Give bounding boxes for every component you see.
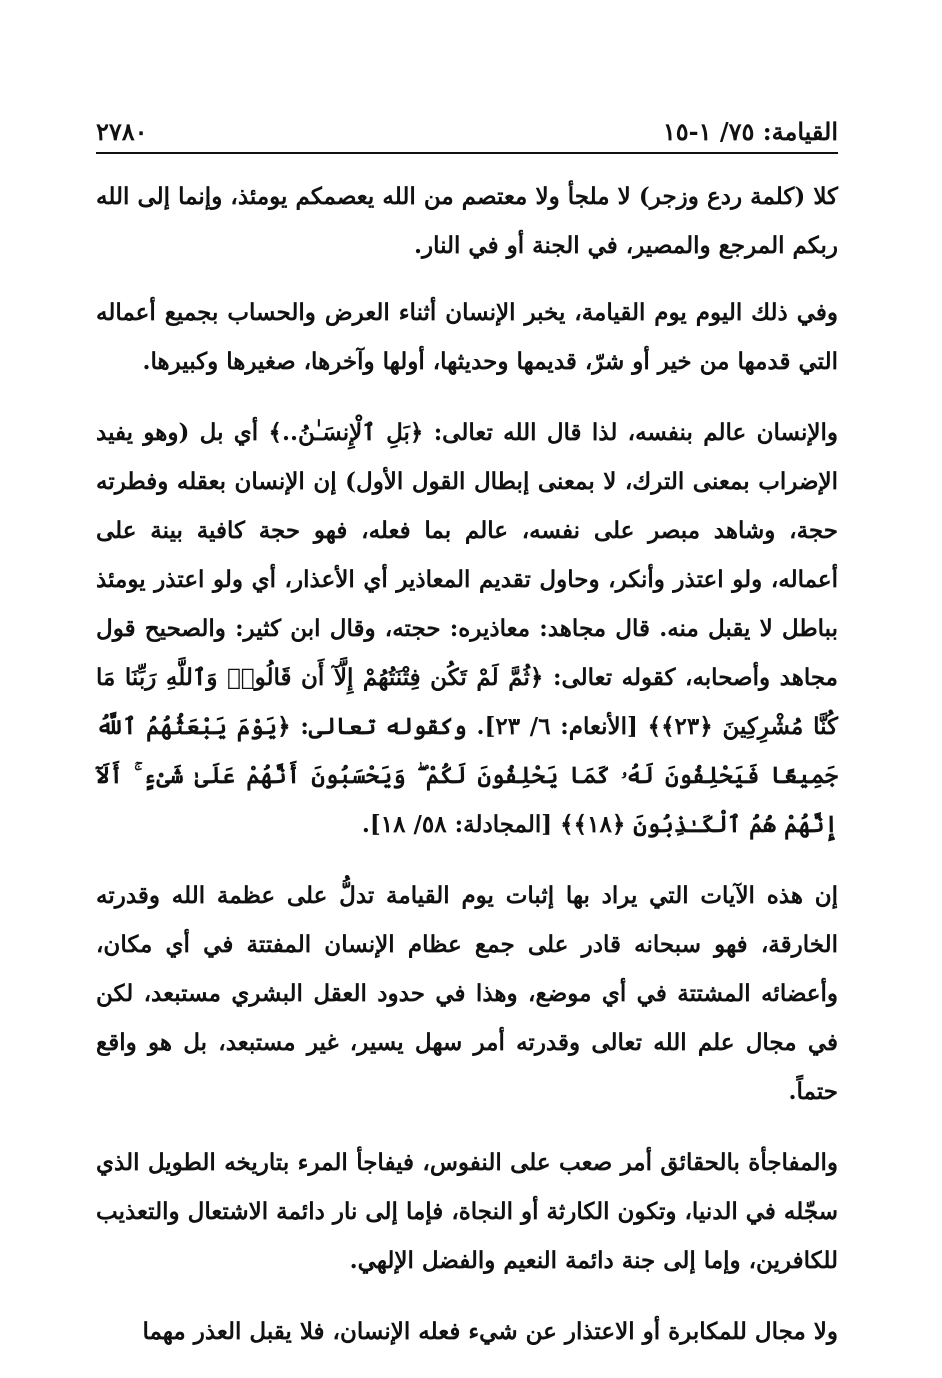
chapter-title: القيامة: ٧٥/ ١-١٥: [662, 117, 838, 146]
body-text: [96, 172, 838, 1378]
page-header: [96, 112, 838, 154]
paragraph-3: والإنسان عالم بنفسه، لذا قال الله تعالى: ﴿بَلِ ٱلْإِنسَـٰنُ..﴾ أي بل (وهو يفيد الإضراب بمعنى الترك، لا بمعنى إبطال القول الأول) إن الإنسان بعقله وفطرته حجة، وشاهد مبصر على نفسه، عالم بما فعله، فهو حجة كافية بينة على أعماله، ولو اعتذر وأنكر، وحاول تقديم المعاذير أي الأعذار، أي ولو اعتذر يومئذ بباطل لا يقبل منه. قال مجاهد: معاذيره: حجته، وقال ابن كثير: والصحيح قول مجاهد وأصحابه، كقوله تعالى: ﴿ثُمَّ لَمْ تَكُن فِتْنَتُهُمْ إِلَّآ أَن قَالُوا۟ وَٱللَّهِ رَبِّنَا مَا كُنَّا مُشْرِكِينَ ﴿٢٣﴾﴾ [الأنعام: ٦/ ٢٣]. وكقوله تعالى: ﴿يَوْمَ يَبْعَثُهُمُ ٱللَّهُ جَمِيعًا فَيَحْلِفُونَ لَهُۥ كَمَا يَحْلِفُونَ لَكُمْ ۖ وَيَحْسَبُونَ أَنَّهُمْ عَلَىٰ شَىْءٍ ۚ أَلَآ إِنَّهُمْ هُمُ ٱلْكَـٰذِبُونَ ﴿١٨﴾﴾ [المجادلة: ٥٨/ ١٨].: [96, 419, 838, 838]
paragraph-6: ولا مجال للمكابرة أو الاعتذار عن شيء فعله الإنسان، فلا يقبل العذر مهما: [142, 1318, 838, 1345]
paragraph-5: والمفاجأة بالحقائق أمر صعب على النفوس، فيفاجأ المرء بتاريخه الطويل الذي سجّله في الدنيا، وتكون الكارثة أو النجاة، فإما إلى نار دائمة الاشتعال والتعذيب للكافرين، وإما إلى جنة دائمة النعيم والفضل الإلهي.: [96, 1149, 838, 1274]
paragraph-2: وفي ذلك اليوم يوم القيامة، يخبر الإنسان أثناء العرض والحساب بجميع أعماله التي قدمها من خير أو شرّ، قديمها وحديثها، أولها وآخرها، صغيرها وكبيرها.: [96, 299, 838, 375]
page-number: ٢٧٨٠: [96, 117, 148, 146]
paragraph-1: كلا (كلمة ردع وزجر) لا ملجأ ولا معتصم من الله يعصمكم يومئذ، وإنما إلى الله ربكم المرجع والمصير، في الجنة أو في النار.: [96, 183, 838, 259]
paragraph-4: إن هذه الآيات التي يراد بها إثبات يوم القيامة تدلُّ على عظمة الله وقدرته الخارقة، فهو سبحانه قادر على جمع عظام الإنسان المفتتة في أي مكان، وأعضائه المشتتة في أي موضع، وهذا في حدود العقل البشري مستبعد، لكن في مجال علم الله تعالى وقدرته أمر سهل يسير، غير مستبعد، بل هو واقع حتماً.: [96, 882, 838, 1105]
